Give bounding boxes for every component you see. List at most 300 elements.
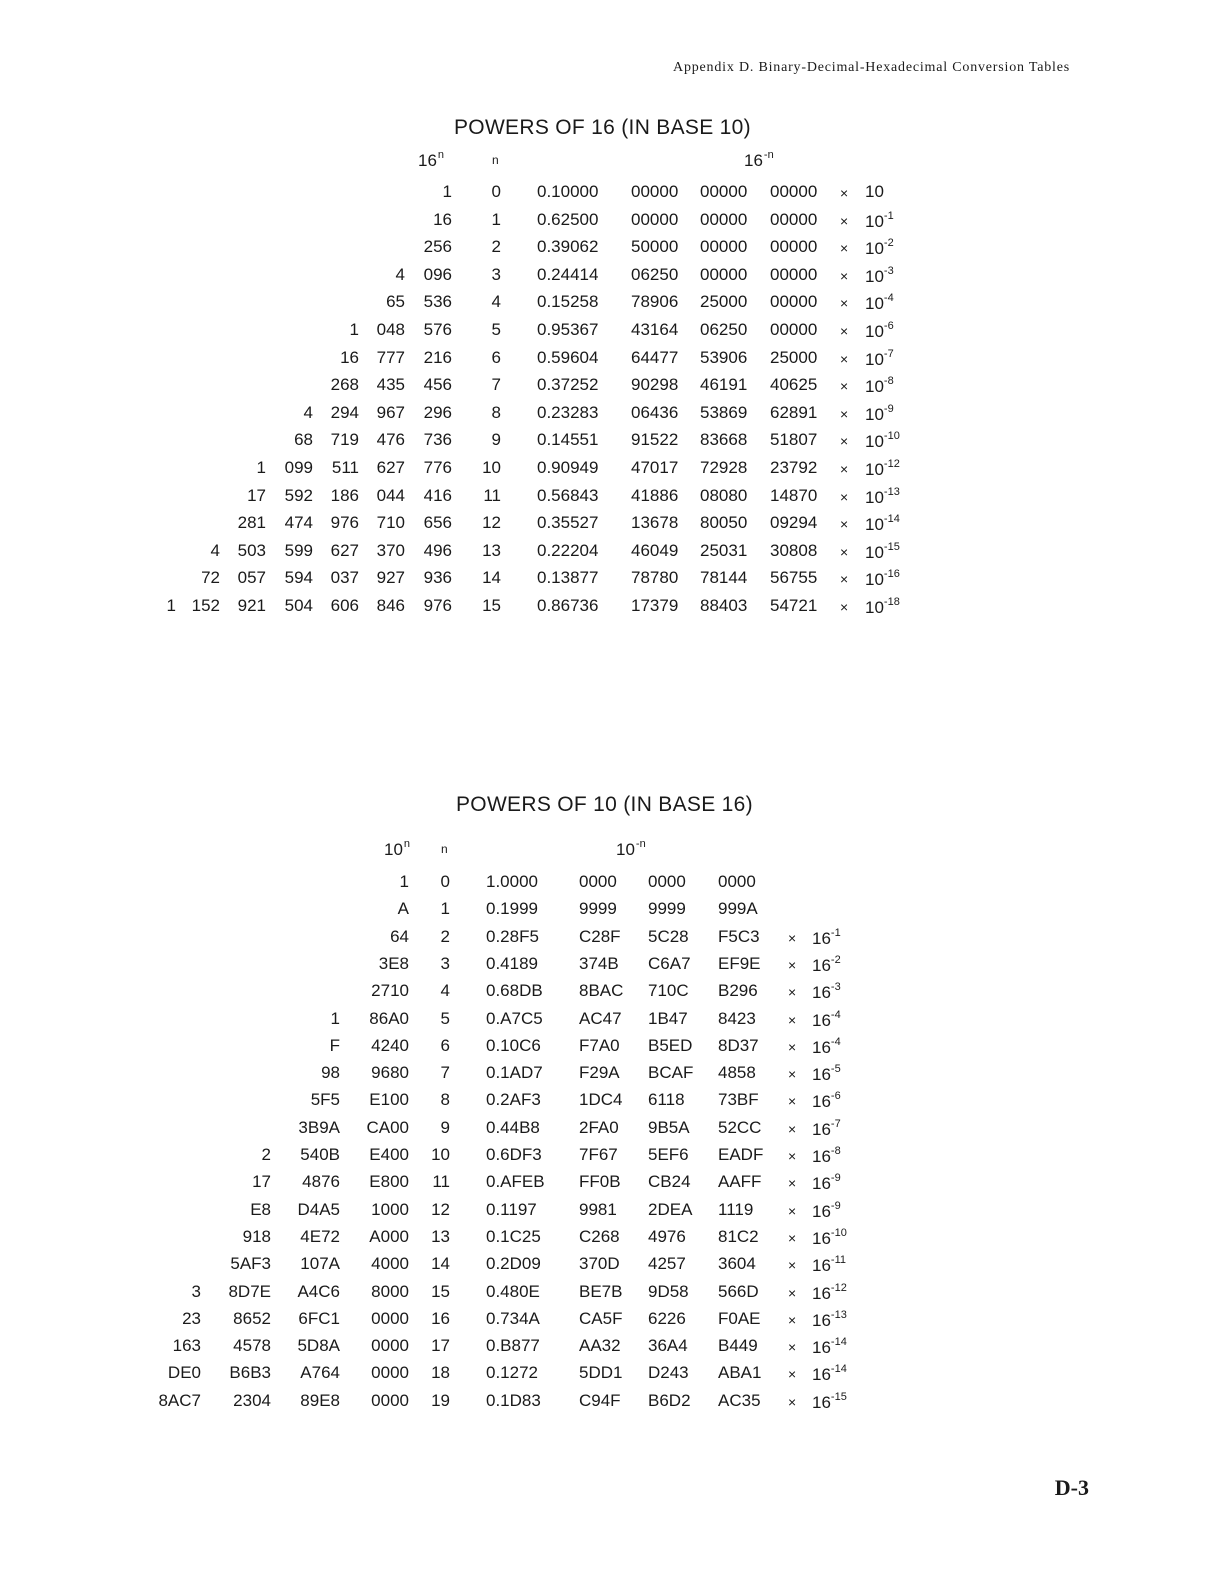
- multiply-sign: ×: [788, 1066, 797, 1083]
- negative-power-group: 0.B877: [486, 1336, 540, 1356]
- exponent-n: 19: [431, 1390, 450, 1410]
- negative-power-group: 2FA0: [579, 1117, 619, 1137]
- positive-power-group: 296: [423, 402, 452, 422]
- negative-power-group: 52CC: [718, 1117, 762, 1137]
- scale-factor: $10^{-16}$: [865, 568, 900, 590]
- multiply-sign: ×: [840, 461, 849, 477]
- negative-power-group: 9B5A: [648, 1117, 690, 1137]
- multiply-sign: ×: [788, 1093, 797, 1110]
- positive-power-group: 504: [284, 596, 313, 615]
- negative-power-group: F5C3: [718, 926, 760, 946]
- positive-power-group: 2304: [233, 1390, 271, 1410]
- table-row: [0, 320, 1224, 342]
- negative-power-group: 0.23283: [537, 402, 599, 422]
- scale-exponent: -8: [830, 1145, 841, 1157]
- exponent-n: 8: [440, 1090, 450, 1110]
- scale-exponent: -13: [830, 1308, 847, 1321]
- scale-factor: $16^{-13}$: [812, 1308, 847, 1330]
- header-positive-exponent: n: [403, 838, 411, 850]
- negative-power-group: 8D37: [718, 1035, 759, 1055]
- positive-power-group: 656: [423, 513, 452, 533]
- negative-power-group: 80050: [700, 513, 748, 533]
- negative-power-group: 17379: [631, 596, 679, 615]
- negative-power-group: 0.86736: [537, 596, 599, 615]
- positive-power-group: 16: [340, 347, 359, 367]
- table-row: [0, 568, 1224, 590]
- table-row: [0, 954, 1224, 976]
- scale-exponent: -2: [883, 237, 894, 250]
- negative-power-group: 00000: [700, 182, 748, 201]
- negative-power-group: 6226: [648, 1308, 686, 1328]
- negative-power-group: 4976: [648, 1226, 686, 1246]
- scale-exponent: -9: [830, 1199, 841, 1212]
- scale-factor: $16^{-14}$: [812, 1336, 847, 1358]
- scale-factor: $10^{-18}$: [865, 596, 900, 617]
- negative-power-group: 0.2D09: [486, 1254, 541, 1274]
- negative-power-group: 8423: [718, 1008, 756, 1028]
- exponent-n: 5: [491, 320, 501, 339]
- exponent-n: 16: [431, 1308, 450, 1328]
- multiply-sign: ×: [788, 929, 797, 946]
- multiply-sign: ×: [788, 1148, 797, 1164]
- multiply-sign: ×: [840, 185, 849, 201]
- scale-factor: $10^{-7}$: [865, 347, 894, 369]
- positive-power-group: 1000: [371, 1199, 409, 1219]
- table-row: [0, 430, 1224, 452]
- negative-power-group: B449: [718, 1336, 758, 1356]
- positive-power-group: 921: [237, 596, 266, 615]
- table-row: [0, 927, 1224, 949]
- negative-power-group: 62891: [770, 402, 818, 422]
- table-row: [0, 872, 1224, 894]
- negative-power-group: 54721: [770, 596, 818, 615]
- negative-power-group: 50000: [631, 237, 679, 257]
- scale-exponent: -9: [883, 402, 894, 415]
- positive-power-group: 0000: [371, 1308, 409, 1328]
- exponent-n: 11: [432, 1172, 450, 1192]
- table-row: [0, 1090, 1224, 1112]
- negative-power-group: 8BAC: [579, 981, 624, 1001]
- negative-power-group: 2DEA: [648, 1199, 693, 1219]
- negative-power-group: 00000: [770, 182, 818, 201]
- positive-power-group: 98: [321, 1063, 340, 1083]
- scale-factor: $10^{-10}$: [865, 430, 900, 452]
- scale-factor: $16^{-10}$: [812, 1226, 847, 1248]
- scale-factor: $10^{-4}$: [865, 292, 894, 314]
- table-row: [0, 541, 1224, 563]
- negative-power-group: 00000: [700, 264, 748, 284]
- negative-power-group: 0.35527: [537, 513, 599, 533]
- negative-power-group: 56755: [770, 568, 818, 588]
- negative-power-group: C268: [579, 1226, 620, 1246]
- positive-power-group: E800: [369, 1172, 409, 1192]
- exponent-n: 15: [431, 1281, 450, 1301]
- scale-exponent: -5: [830, 1063, 841, 1076]
- negative-power-group: F0AE: [718, 1308, 761, 1328]
- positive-power-group: 107A: [300, 1254, 340, 1274]
- multiply-sign: ×: [840, 267, 849, 284]
- positive-power-group: 4876: [302, 1172, 340, 1192]
- exponent-n: 3: [491, 264, 501, 284]
- positive-power-group: 72: [201, 568, 220, 588]
- exponent-n: 10: [482, 458, 501, 477]
- negative-power-group: 4257: [648, 1254, 686, 1274]
- exponent-n: 2: [440, 926, 450, 946]
- running-head: Appendix D. Binary-Decimal-Hexadecimal Conversion Tables: [673, 60, 1070, 75]
- negative-power-group: C6A7: [648, 953, 691, 973]
- negative-power-group: 0.1272: [486, 1363, 538, 1383]
- table-row: [0, 899, 1224, 921]
- positive-power-group: 4E72: [300, 1226, 340, 1246]
- positive-power-group: 1: [349, 320, 359, 339]
- negative-power-group: 78906: [631, 292, 679, 312]
- negative-power-group: 0.1999: [486, 899, 538, 919]
- positive-power-group: 8652: [233, 1308, 271, 1328]
- negative-power-group: C28F: [579, 926, 621, 946]
- exponent-n: 4: [491, 292, 501, 312]
- scale-factor: $10^{-1}$: [865, 209, 894, 231]
- positive-power-group: 1: [442, 182, 452, 201]
- negative-power-group: 0.AFEB: [486, 1172, 545, 1192]
- positive-power-group: 976: [423, 596, 452, 615]
- positive-power-group: 8AC7: [158, 1390, 201, 1410]
- negative-power-group: 00000: [631, 182, 679, 201]
- negative-power-group: 0.59604: [537, 347, 599, 367]
- negative-power-group: 0.734A: [486, 1308, 540, 1328]
- positive-power-group: 776: [423, 458, 452, 477]
- positive-power-group: 281: [237, 513, 266, 533]
- exponent-n: 3: [440, 953, 450, 973]
- exponent-n: 13: [431, 1226, 450, 1246]
- positive-power-group: 4: [395, 264, 405, 284]
- negative-power-group: 14870: [770, 485, 818, 505]
- positive-power-group: 4000: [371, 1254, 409, 1274]
- negative-power-group: 00000: [770, 237, 818, 257]
- header-negative-power: $16^{-n}$: [744, 149, 774, 170]
- negative-power-group: 3604: [718, 1254, 756, 1274]
- positive-power-group: 216: [423, 347, 452, 367]
- multiply-sign: ×: [840, 571, 849, 588]
- positive-power-group: 0000: [371, 1336, 409, 1356]
- exponent-n: 10: [431, 1145, 450, 1164]
- exponent-n: 15: [482, 596, 501, 615]
- multiply-sign: ×: [840, 212, 849, 229]
- scale-factor: $10^{-14}$: [865, 513, 900, 535]
- positive-power-group: 68: [294, 430, 313, 450]
- positive-power-group: 6FC1: [298, 1308, 340, 1328]
- negative-power-group: 1119: [718, 1199, 754, 1219]
- scale-factor: $16^{-6}$: [812, 1090, 841, 1112]
- negative-power-group: B6D2: [648, 1390, 691, 1410]
- page-number: D-3: [1054, 1475, 1089, 1500]
- negative-power-group: D243: [648, 1363, 689, 1383]
- multiply-sign: ×: [788, 1366, 797, 1383]
- negative-power-group: 0.10C6: [486, 1035, 541, 1055]
- scale-factor: $16^{-4}$: [812, 1035, 841, 1057]
- negative-power-group: EADF: [718, 1145, 764, 1164]
- exponent-n: 12: [482, 513, 501, 533]
- exponent-n: 0: [440, 872, 450, 891]
- negative-power-group: 6118: [648, 1090, 685, 1110]
- multiply-sign: ×: [788, 1202, 797, 1219]
- negative-power-group: ABA1: [718, 1363, 762, 1383]
- multiply-sign: ×: [788, 1175, 797, 1192]
- negative-power-group: 0.4189: [486, 953, 538, 973]
- positive-power-group: 5F5: [310, 1090, 340, 1110]
- negative-power-group: 91522: [631, 430, 679, 450]
- positive-power-group: 719: [330, 430, 359, 450]
- positive-power-group: E8: [250, 1199, 271, 1219]
- positive-power-group: 17: [252, 1172, 271, 1192]
- scale-exponent: -1: [883, 209, 894, 222]
- table-row: [0, 596, 1224, 618]
- multiply-sign: ×: [788, 1120, 797, 1137]
- scale-factor: $10^{-2}$: [865, 237, 894, 259]
- positive-power-group: 5AF3: [230, 1254, 271, 1274]
- table-row: [0, 1009, 1224, 1031]
- negative-power-group: 06250: [631, 264, 679, 284]
- negative-power-group: 0.15258: [537, 292, 599, 312]
- negative-power-group: 0.1197: [486, 1199, 537, 1219]
- exponent-n: 0: [491, 182, 501, 201]
- positive-power-group: CA00: [366, 1117, 409, 1137]
- negative-power-group: 370D: [579, 1254, 620, 1274]
- scale-factor: $16^{-2}$: [812, 953, 841, 975]
- table-row: [0, 1063, 1224, 1085]
- negative-power-group: 30808: [770, 540, 818, 560]
- multiply-sign: ×: [840, 599, 849, 615]
- negative-power-group: 0.1C25: [486, 1226, 541, 1246]
- scale-exponent: -4: [883, 292, 894, 305]
- multiply-sign: ×: [788, 984, 797, 1001]
- table-row: [0, 182, 1224, 204]
- multiply-sign: ×: [788, 1393, 797, 1410]
- exponent-n: 9: [491, 430, 501, 450]
- scale-factor: $10^{-3}$: [865, 264, 894, 286]
- scale-exponent: -4: [830, 1035, 841, 1048]
- multiply-sign: ×: [840, 240, 849, 257]
- negative-power-group: 0000: [718, 872, 756, 891]
- scale-exponent: -12: [830, 1281, 847, 1294]
- positive-power-group: 186: [330, 485, 359, 505]
- scale-exponent: -4: [830, 1008, 841, 1021]
- negative-power-group: 78780: [631, 568, 679, 588]
- exponent-n: 7: [491, 375, 501, 395]
- positive-power-group: A764: [300, 1363, 340, 1383]
- positive-power-group: 037: [330, 568, 359, 588]
- table-row: [0, 1036, 1224, 1058]
- scale-factor: $10^{-13}$: [865, 485, 900, 507]
- positive-power-group: 256: [423, 237, 452, 257]
- multiply-sign: ×: [788, 1311, 797, 1328]
- negative-power-group: 5EF6: [648, 1145, 689, 1164]
- negative-power-group: 06436: [631, 402, 679, 422]
- scale-exponent: -7: [883, 347, 894, 360]
- table-row: [0, 486, 1224, 508]
- positive-power-group: 4: [303, 402, 313, 422]
- negative-power-group: 1DC4: [579, 1090, 623, 1110]
- negative-power-group: 5DD1: [579, 1363, 623, 1383]
- exponent-n: 8: [491, 402, 501, 422]
- negative-power-group: 53869: [700, 402, 748, 422]
- positive-power-group: 0000: [371, 1390, 409, 1410]
- positive-power-group: B6B3: [229, 1363, 271, 1383]
- negative-power-group: 7F67: [579, 1145, 618, 1164]
- multiply-sign: ×: [788, 1229, 797, 1246]
- negative-power-group: C94F: [579, 1390, 621, 1410]
- multiply-sign: ×: [788, 956, 797, 973]
- positive-power-group: 370: [376, 540, 405, 560]
- positive-power-group: 967: [376, 402, 405, 422]
- scale-factor: $16^{-11}$: [812, 1254, 847, 1276]
- negative-power-group: 41886: [631, 485, 679, 505]
- negative-power-group: 25000: [770, 347, 818, 367]
- table-row: [0, 1282, 1224, 1304]
- header-negative-exponent: -n: [635, 838, 646, 850]
- scale-exponent: -3: [830, 981, 841, 994]
- positive-power-group: 474: [284, 513, 313, 533]
- negative-power-group: 0.39062: [537, 237, 599, 257]
- scale-factor: $16^{-3}$: [812, 981, 841, 1003]
- positive-power-group: 099: [284, 458, 313, 477]
- header-positive-power: 16$^n$: [418, 149, 445, 170]
- positive-power-group: E400: [369, 1145, 409, 1164]
- negative-power-group: 00000: [770, 264, 818, 284]
- positive-power-group: 918: [242, 1226, 271, 1246]
- negative-power-group: AAFF: [718, 1172, 762, 1192]
- negative-power-group: 00000: [770, 209, 818, 229]
- positive-power-group: 4240: [371, 1035, 409, 1055]
- scale-factor: $16^{-8}$: [812, 1145, 841, 1166]
- negative-power-group: 566D: [718, 1281, 759, 1301]
- header-n: n: [441, 842, 448, 856]
- table-row: [0, 265, 1224, 287]
- negative-power-group: 47017: [631, 458, 679, 477]
- exponent-n: 11: [483, 485, 501, 505]
- positive-power-group: 64: [390, 926, 409, 946]
- table-row: [0, 403, 1224, 425]
- negative-power-group: 25000: [700, 292, 748, 312]
- positive-power-group: 1: [256, 458, 266, 477]
- scale-exponent: -15: [830, 1390, 847, 1403]
- multiply-sign: ×: [840, 405, 849, 422]
- table-row: [0, 1172, 1224, 1194]
- multiply-sign: ×: [788, 1011, 797, 1028]
- positive-power-group: 503: [237, 540, 266, 560]
- negative-power-group: 43164: [631, 320, 679, 339]
- table-row: [0, 513, 1224, 535]
- positive-power-group: 1: [399, 872, 409, 891]
- negative-power-group: 0000: [579, 872, 617, 891]
- positive-power-group: 3B9A: [298, 1117, 340, 1137]
- positive-power-group: 17: [247, 485, 266, 505]
- negative-power-group: 0.22204: [537, 540, 599, 560]
- negative-power-group: 83668: [700, 430, 748, 450]
- table-row: [0, 1145, 1224, 1167]
- scale-factor: $10^{-8}$: [865, 375, 894, 397]
- negative-power-group: 64477: [631, 347, 679, 367]
- multiply-sign: ×: [840, 516, 849, 533]
- scale-exponent: -10: [883, 430, 900, 443]
- negative-power-group: 5C28: [648, 926, 689, 946]
- positive-power-group: 4: [210, 540, 220, 560]
- positive-power-group: 048: [376, 320, 405, 339]
- positive-power-group: D4A5: [297, 1199, 340, 1219]
- positive-power-group: A4C6: [297, 1281, 340, 1301]
- negative-power-group: BCAF: [648, 1063, 694, 1083]
- negative-power-group: CB24: [648, 1172, 691, 1192]
- scale-exponent: -14: [883, 513, 900, 526]
- positive-power-group: 1: [166, 596, 176, 615]
- scale-factor: $16^{-7}$: [812, 1117, 841, 1139]
- positive-power-group: 576: [423, 320, 452, 339]
- positive-power-group: 152: [191, 596, 220, 615]
- exponent-n: 1: [440, 899, 450, 919]
- positive-power-group: 65: [386, 292, 405, 312]
- positive-power-group: 3: [191, 1281, 201, 1301]
- positive-power-group: 2710: [371, 981, 409, 1001]
- positive-power-group: 268: [330, 375, 359, 395]
- negative-power-group: 0.13877: [537, 568, 599, 588]
- exponent-n: 7: [440, 1063, 450, 1083]
- positive-power-group: 846: [376, 596, 405, 615]
- positive-power-group: 936: [423, 568, 452, 588]
- positive-power-group: 16: [433, 209, 452, 229]
- positive-power-group: 976: [330, 513, 359, 533]
- positive-power-group: 777: [376, 347, 405, 367]
- table-row: [0, 210, 1224, 232]
- negative-power-group: 4858: [718, 1063, 756, 1083]
- header-negative-exponent: -n: [763, 149, 774, 161]
- exponent-n: 1: [491, 209, 501, 229]
- negative-power-group: 90298: [631, 375, 679, 395]
- negative-power-group: 0.A7C5: [486, 1008, 543, 1028]
- negative-power-group: 00000: [700, 209, 748, 229]
- negative-power-group: 0.44B8: [486, 1117, 540, 1137]
- exponent-n: 14: [482, 568, 501, 588]
- negative-power-group: 9D58: [648, 1281, 689, 1301]
- negative-power-group: F7A0: [579, 1035, 620, 1055]
- multiply-sign: ×: [788, 1284, 797, 1301]
- scale-factor: $16^{-4}$: [812, 1008, 841, 1030]
- negative-power-group: 0.62500: [537, 209, 599, 229]
- negative-power-group: 06250: [700, 320, 748, 339]
- table-row: [0, 237, 1224, 259]
- table-row: [0, 1118, 1224, 1140]
- positive-power-group: 3E8: [378, 953, 409, 973]
- negative-power-group: 00000: [770, 292, 818, 312]
- negative-power-group: 710C: [648, 981, 689, 1001]
- negative-power-group: 374B: [579, 953, 619, 973]
- negative-power-group: 46049: [631, 540, 679, 560]
- negative-power-group: 0.28F5: [486, 926, 539, 946]
- scale-exponent: -10: [830, 1226, 847, 1239]
- negative-power-group: 9981: [579, 1199, 617, 1219]
- positive-power-group: F: [329, 1035, 340, 1055]
- exponent-n: 2: [491, 237, 501, 257]
- scale-exponent: -11: [830, 1254, 847, 1267]
- positive-power-group: 8000: [371, 1281, 409, 1301]
- exponent-n: 13: [482, 540, 501, 560]
- positive-power-group: 8D7E: [228, 1281, 271, 1301]
- multiply-sign: ×: [840, 488, 849, 505]
- positive-power-group: 044: [376, 485, 405, 505]
- table-row: [0, 1363, 1224, 1385]
- negative-power-group: 13678: [631, 513, 679, 533]
- negative-power-group: 53906: [700, 347, 748, 367]
- multiply-sign: ×: [840, 543, 849, 560]
- negative-power-group: 1B47: [648, 1008, 688, 1028]
